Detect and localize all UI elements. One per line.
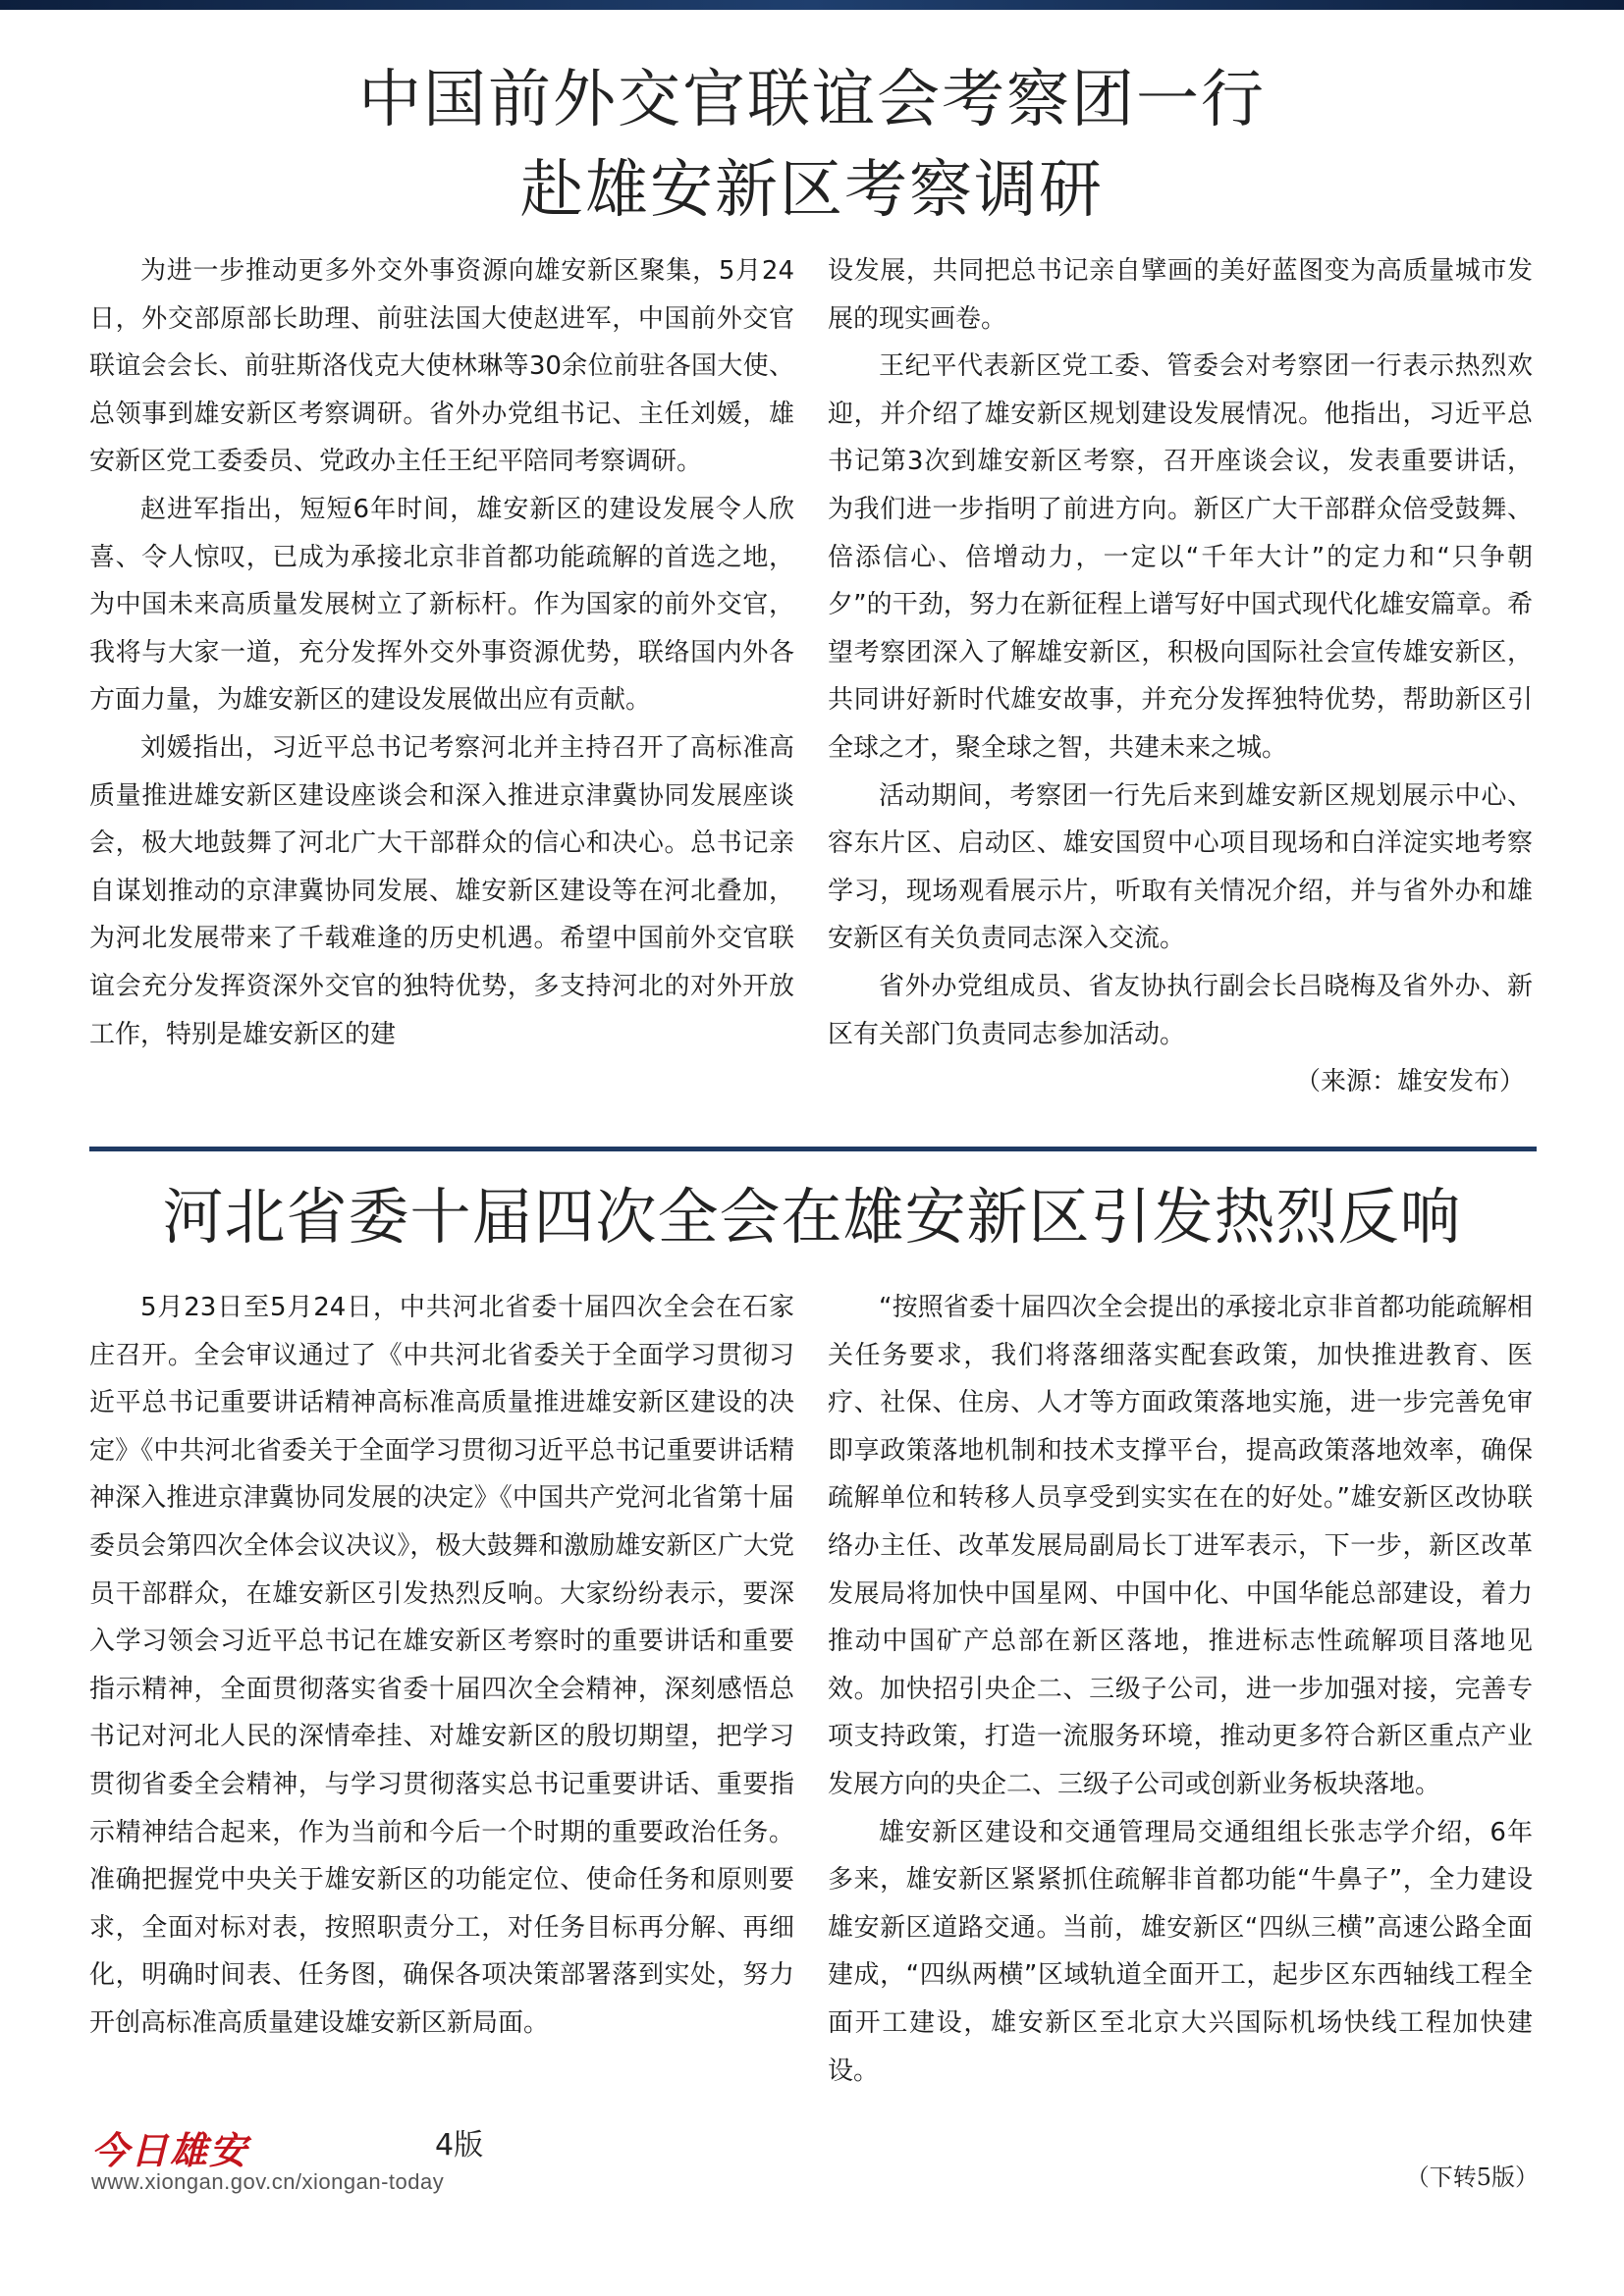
top-color-bar [0, 0, 1624, 10]
article2-title: 河北省委十届四次全会在雄安新区引发热烈反响 [162, 1181, 1462, 1253]
article1-paragraph: 王纪平代表新区党工委、管委会对考察团一行表示热烈欢迎，并介绍了雄安新区规划建设发展情况。他指出，习近平总书记第3次到雄安新区考察，召开座谈会议，发表重要讲话，为我们进一步指明了前进方向。新区广大干部群众倍受鼓舞、倍添信心、倍增动力，一定以“千年大计”的定力和“只争朝夕”的干劲，努力在新征程上谱写好中国式现代化雄安篇章。希望考察团深入了解雄安新区，积极向国际社会宣传雄安新区，共同讲好新时代雄安故事，并充分发挥独特优势，帮助新区引全球之才，聚全球之智，共建未来之城。 [828, 351, 1533, 763]
article1-paragraph: 为进一步推动更多外交外事资源向雄安新区聚集，5月24日，外交部原部长助理、前驻法国大使赵进军，中国前外交官联谊会会长、前驻斯洛伐克大使林琳等30余位前驻各国大使、总领事到雄安新区考察调研。省外办党组书记、主任刘媛，雄安新区党工委委员、党政办主任王纪平陪同考察调研。 [89, 256, 794, 477]
article1-paragraph: 省外办党组成员、省友协执行副会长吕晓梅及省外办、新区有关部门负责同志参加活动。 [828, 971, 1533, 1049]
continued-note: （下转5版） [1405, 2163, 1539, 2191]
article1-title-line2: 赴雄安新区考察调研 [520, 154, 1104, 227]
website-url: www.xiongan.gov.cn/xiongan-today [91, 2169, 445, 2194]
page-number: 4版 [435, 2128, 484, 2163]
article2-paragraph: 雄安新区建设和交通管理局交通组组长张志学介绍，6年多来，雄安新区紧紧抓住疏解非首都功能“牛鼻子”，全力建设雄安新区道路交通。当前，雄安新区“四纵三横”高速公路全面建成，“四纵两横”区域轨道全面开工，起步区东西轴线工程全面开工建设，雄安新区至北京大兴国际机场快线工程加快建设。 [828, 1817, 1533, 2086]
article2-column1 [89, 1284, 794, 2048]
article1-title-line1: 中国前外交官联谊会考察团一行 [358, 64, 1266, 136]
article1-paragraph-continued: 设发展，共同把总书记亲自擘画的美好蓝图变为高质量城市发展的现实画卷。 [828, 256, 1533, 334]
article1-column1 [89, 247, 794, 1058]
article2-column2 [828, 1284, 1533, 2095]
publication-logo: 今日雄安 [91, 2128, 249, 2172]
article1-source: （来源：雄安发布） [1294, 1067, 1525, 1097]
article1-column2 [828, 247, 1533, 1106]
article2-paragraph: 5月23日至5月24日，中共河北省委十届四次全会在石家庄召开。全会审议通过了《中共河北省委关于全面学习贯彻习近平总书记重要讲话精神高标准高质量推进雄安新区建设的决定》《中共河北省委关于全面学习贯彻习近平总书记重要讲话精神深入推进京津冀协同发展的决定》《中国共产党河北省第十届委员会第四次全体会议决议》，极大鼓舞和激励雄安新区广大党员干部群众，在雄安新区引发热烈反响。大家纷纷表示，要深入学习领会习近平总书记在雄安新区考察时的重要讲话和重要指示精神，全面贯彻落实省委十届四次全会精神，深刻感悟总书记对河北人民的深情牵挂、对雄安新区的殷切期望，把学习贯彻省委全会精神，与学习贯彻落实总书记重要讲话、重要指示精神结合起来，作为当前和今后一个时期的重要政治任务。准确把握党中央关于雄安新区的功能定位、使命任务和原则要求，全面对标对表，按照职责分工，对任务目标再分解、再细化，明确时间表、任务图，确保各项决策部署落到实处，努力开创高标准高质量建设雄安新区新局面。 [89, 1293, 794, 2038]
article2-paragraph: “按照省委十届四次全会提出的承接北京非首都功能疏解相关任务要求，我们将落细落实配套政策，加快推进教育、医疗、社保、住房、人才等方面政策落地实施，进一步完善免审即享政策落地机制和技术支撑平台，提高政策落地效率，确保疏解单位和转移人员享受到实实在在的好处。”雄安新区改协联络办主任、改革发展局副局长丁进军表示，下一步，新区改革发展局将加快中国星网、中国中化、中国华能总部建设，着力推动中国矿产总部在新区落地，推进标志性疏解项目落地见效。加快招引央企二、三级子公司，进一步加强对接，完善专项支持政策，打造一流服务环境，推动更多符合新区重点产业发展方向的央企二、三级子公司或创新业务板块落地。 [828, 1293, 1533, 1799]
article1-paragraph: 赵进军指出，短短6年时间，雄安新区的建设发展令人欣喜、令人惊叹，已成为承接北京非首都功能疏解的首选之地，为中国未来高质量发展树立了新标杆。作为国家的前外交官，我将与大家一道，充分发挥外交外事资源优势，联络国内外各方面力量，为雄安新区的建设发展做出应有贡献。 [89, 494, 794, 716]
article1-paragraph: 活动期间，考察团一行先后来到雄安新区规划展示中心、容东片区、启动区、雄安国贸中心项目现场和白洋淀实地考察学习，现场观看展示片，听取有关情况介绍，并与省外办和雄安新区有关负责同志深入交流。 [828, 780, 1533, 954]
section-divider [89, 1147, 1537, 1151]
article1-paragraph: 刘媛指出，习近平总书记考察河北并主持召开了高标准高质量推进雄安新区建设座谈会和深入推进京津冀协同发展座谈会，极大地鼓舞了河北广大干部群众的信心和决心。总书记亲自谋划推动的京津冀协同发展、雄安新区建设等在河北叠加，为河北发展带来了千载难逢的历史机遇。希望中国前外交官联谊会充分发挥资深外交官的独特优势，多支持河北的对外开放工作，特别是雄安新区的建 [89, 732, 794, 1049]
